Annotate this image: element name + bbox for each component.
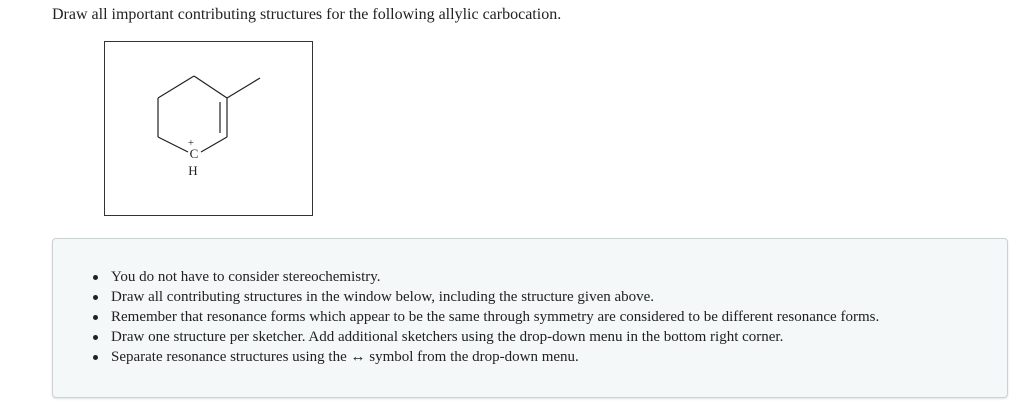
list-item: You do not have to consider stereochemistry. [93,267,879,287]
list-item: Draw one structure per sketcher. Add additional sketchers using the drop-down menu in the bottom right corner. [93,327,879,347]
list-item: Separate resonance structures using the ↔ symbol from the drop-down menu. [93,347,879,367]
question-prompt: Draw all important contributing structures for the following allylic carbocation. [52,6,562,23]
charge-label: + [188,138,194,149]
cyclohexenyl-cation-diagram [105,42,312,215]
bond-ring-bottom-right [201,137,227,152]
list-item: Remember that resonance forms which appear to be the same through symmetry are considered to be different resonance forms. [93,307,879,327]
instructions-list [93,267,879,367]
list-item: Draw all contributing structures in the window below, including the structure given above. [93,287,879,307]
bond-ring-top-left [158,76,194,98]
instructions-panel [52,238,1008,398]
bond-ring-bottom-left [158,137,188,152]
bond-ring-top-right [194,76,227,98]
carbon-atom-label: C [189,146,199,161]
bond-methyl [227,78,260,98]
molecule-structure-image [104,41,313,216]
hydrogen-atom-label: H [188,163,198,178]
